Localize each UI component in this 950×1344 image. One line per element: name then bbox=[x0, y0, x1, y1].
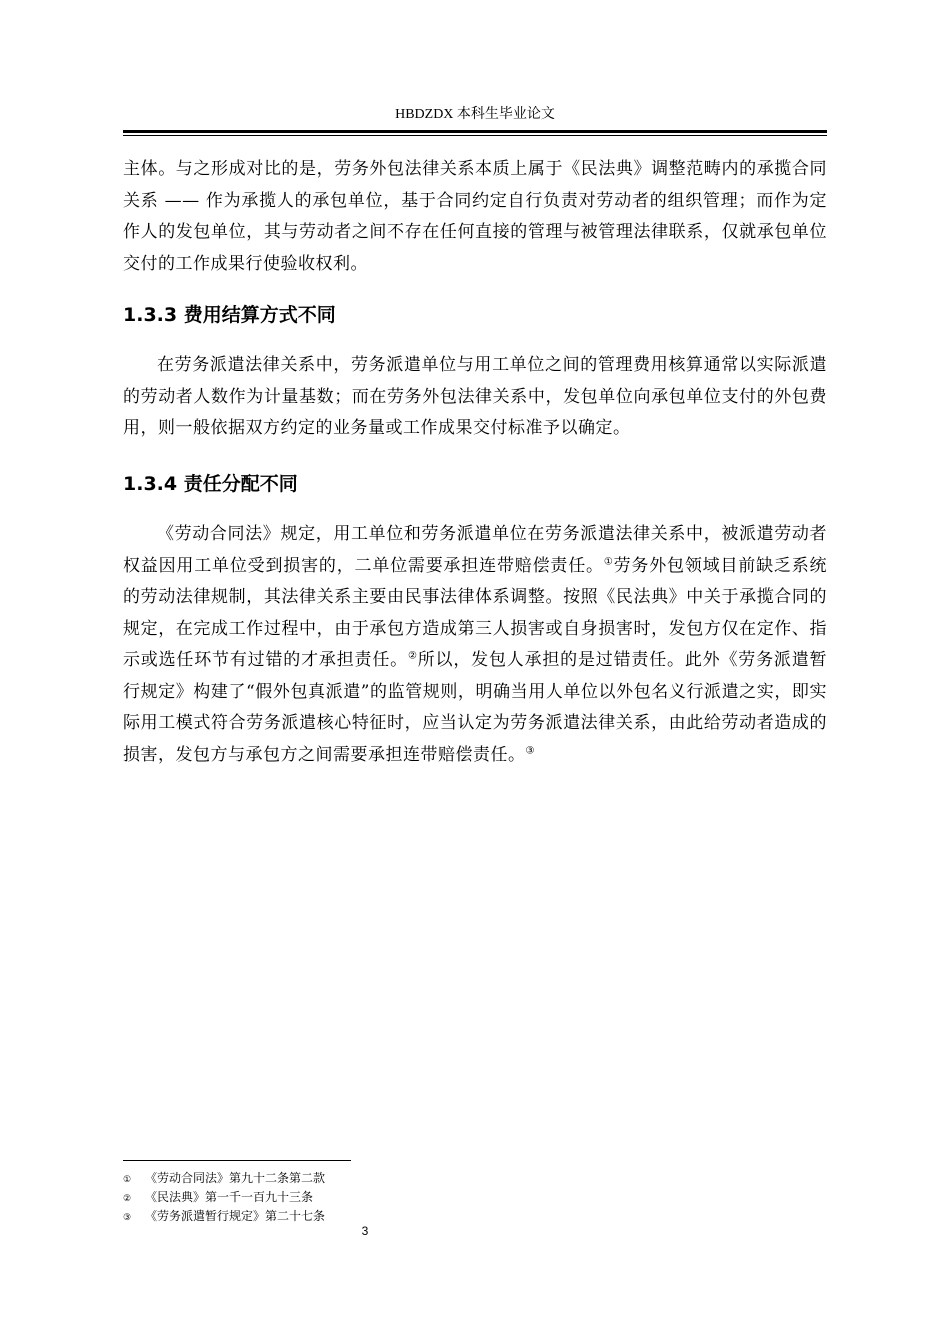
footnote-item bbox=[123, 1208, 723, 1227]
footnote-ref-2[interactable]: ② bbox=[407, 650, 418, 662]
footnote-ref-3[interactable]: ③ bbox=[525, 744, 535, 756]
page-header-title: HBDZDX 本科生毕业论文 bbox=[395, 107, 555, 122]
footnote-item bbox=[123, 1170, 723, 1189]
footnote-mark: ③ bbox=[123, 1213, 132, 1223]
footnote-item bbox=[123, 1189, 723, 1208]
header-rule-thin bbox=[123, 135, 827, 136]
page-number: 3 bbox=[361, 1224, 369, 1238]
footnote-text: 《民法典》第一千一百九十三条 bbox=[145, 1190, 314, 1204]
footnote-text: 《劳动合同法》第九十二条第二款 bbox=[145, 1171, 326, 1185]
liability-text-part-2: 劳务外包领域目前缺乏系统的劳动法律规制，其法律关系主要由民事法律体系调整。按照《民法典》中关于承揽合同的规定，在完成工作过程中，由于承包方造成第三人损害或自身损害时，发包方仅在定作、指示或选任环节有过错的才承担责任。 bbox=[123, 555, 828, 670]
footnote-text: 《劳务派遣暂行规定》第二十七条 bbox=[145, 1209, 326, 1223]
paragraph-continuation: 主体。与之形成对比的是，劳务外包法律关系本质上属于《民法典》调整范畴内的承揽合同关系 —— 作为承揽人的承包单位，基于合同约定自行负责对劳动者的组织管理；而作为定作人的发包单位，其与劳动者之间不存在任何直接的管理与被管理法律联系，仅就承包单位交付的工作成果行使验收权利。 bbox=[123, 159, 827, 274]
header-rule-thick bbox=[123, 130, 827, 133]
paragraph-fee-settlement: 在劳务派遣法律关系中，劳务派遣单位与用工单位之间的管理费用核算通常以实际派遣的劳动者人数作为计量基数；而在劳务外包法律关系中，发包单位向承包单位支付的外包费用，则一般依据双方约定的业务量或工作成果交付标准予以确定。 bbox=[123, 355, 827, 438]
footnote-ref-1[interactable]: ① bbox=[603, 555, 614, 567]
liability-text-part-1: 《劳动合同法》规定，用工单位和劳务派遣单位在劳务派遣法律关系中，被派遣劳动者权益因用工单位受到损害的，二单位需要承担连带赔偿责任。 bbox=[123, 524, 827, 576]
footnote-mark: ① bbox=[123, 1175, 132, 1185]
footnote-mark: ② bbox=[123, 1194, 132, 1204]
footnote-separator bbox=[123, 1160, 351, 1161]
section-heading-1-3-4: 1.3.4 责任分配不同 bbox=[123, 473, 298, 495]
paragraph-liability bbox=[123, 519, 827, 771]
footnotes bbox=[123, 1170, 723, 1227]
liability-text-part-3: 所以，发包人承担的是过错责任。此外《劳务派遣暂行规定》构建了“假外包真派遣”的监管规则，明确当用人单位以外包名义行派遣之实，即实际用工模式符合劳务派遣核心特征时，应当认定为劳务派遣法律关系，由此给劳动者造成的损害，发包方与承包方之间需要承担连带赔偿责任。 bbox=[123, 650, 828, 765]
section-heading-1-3-3: 1.3.3 费用结算方式不同 bbox=[123, 304, 336, 326]
